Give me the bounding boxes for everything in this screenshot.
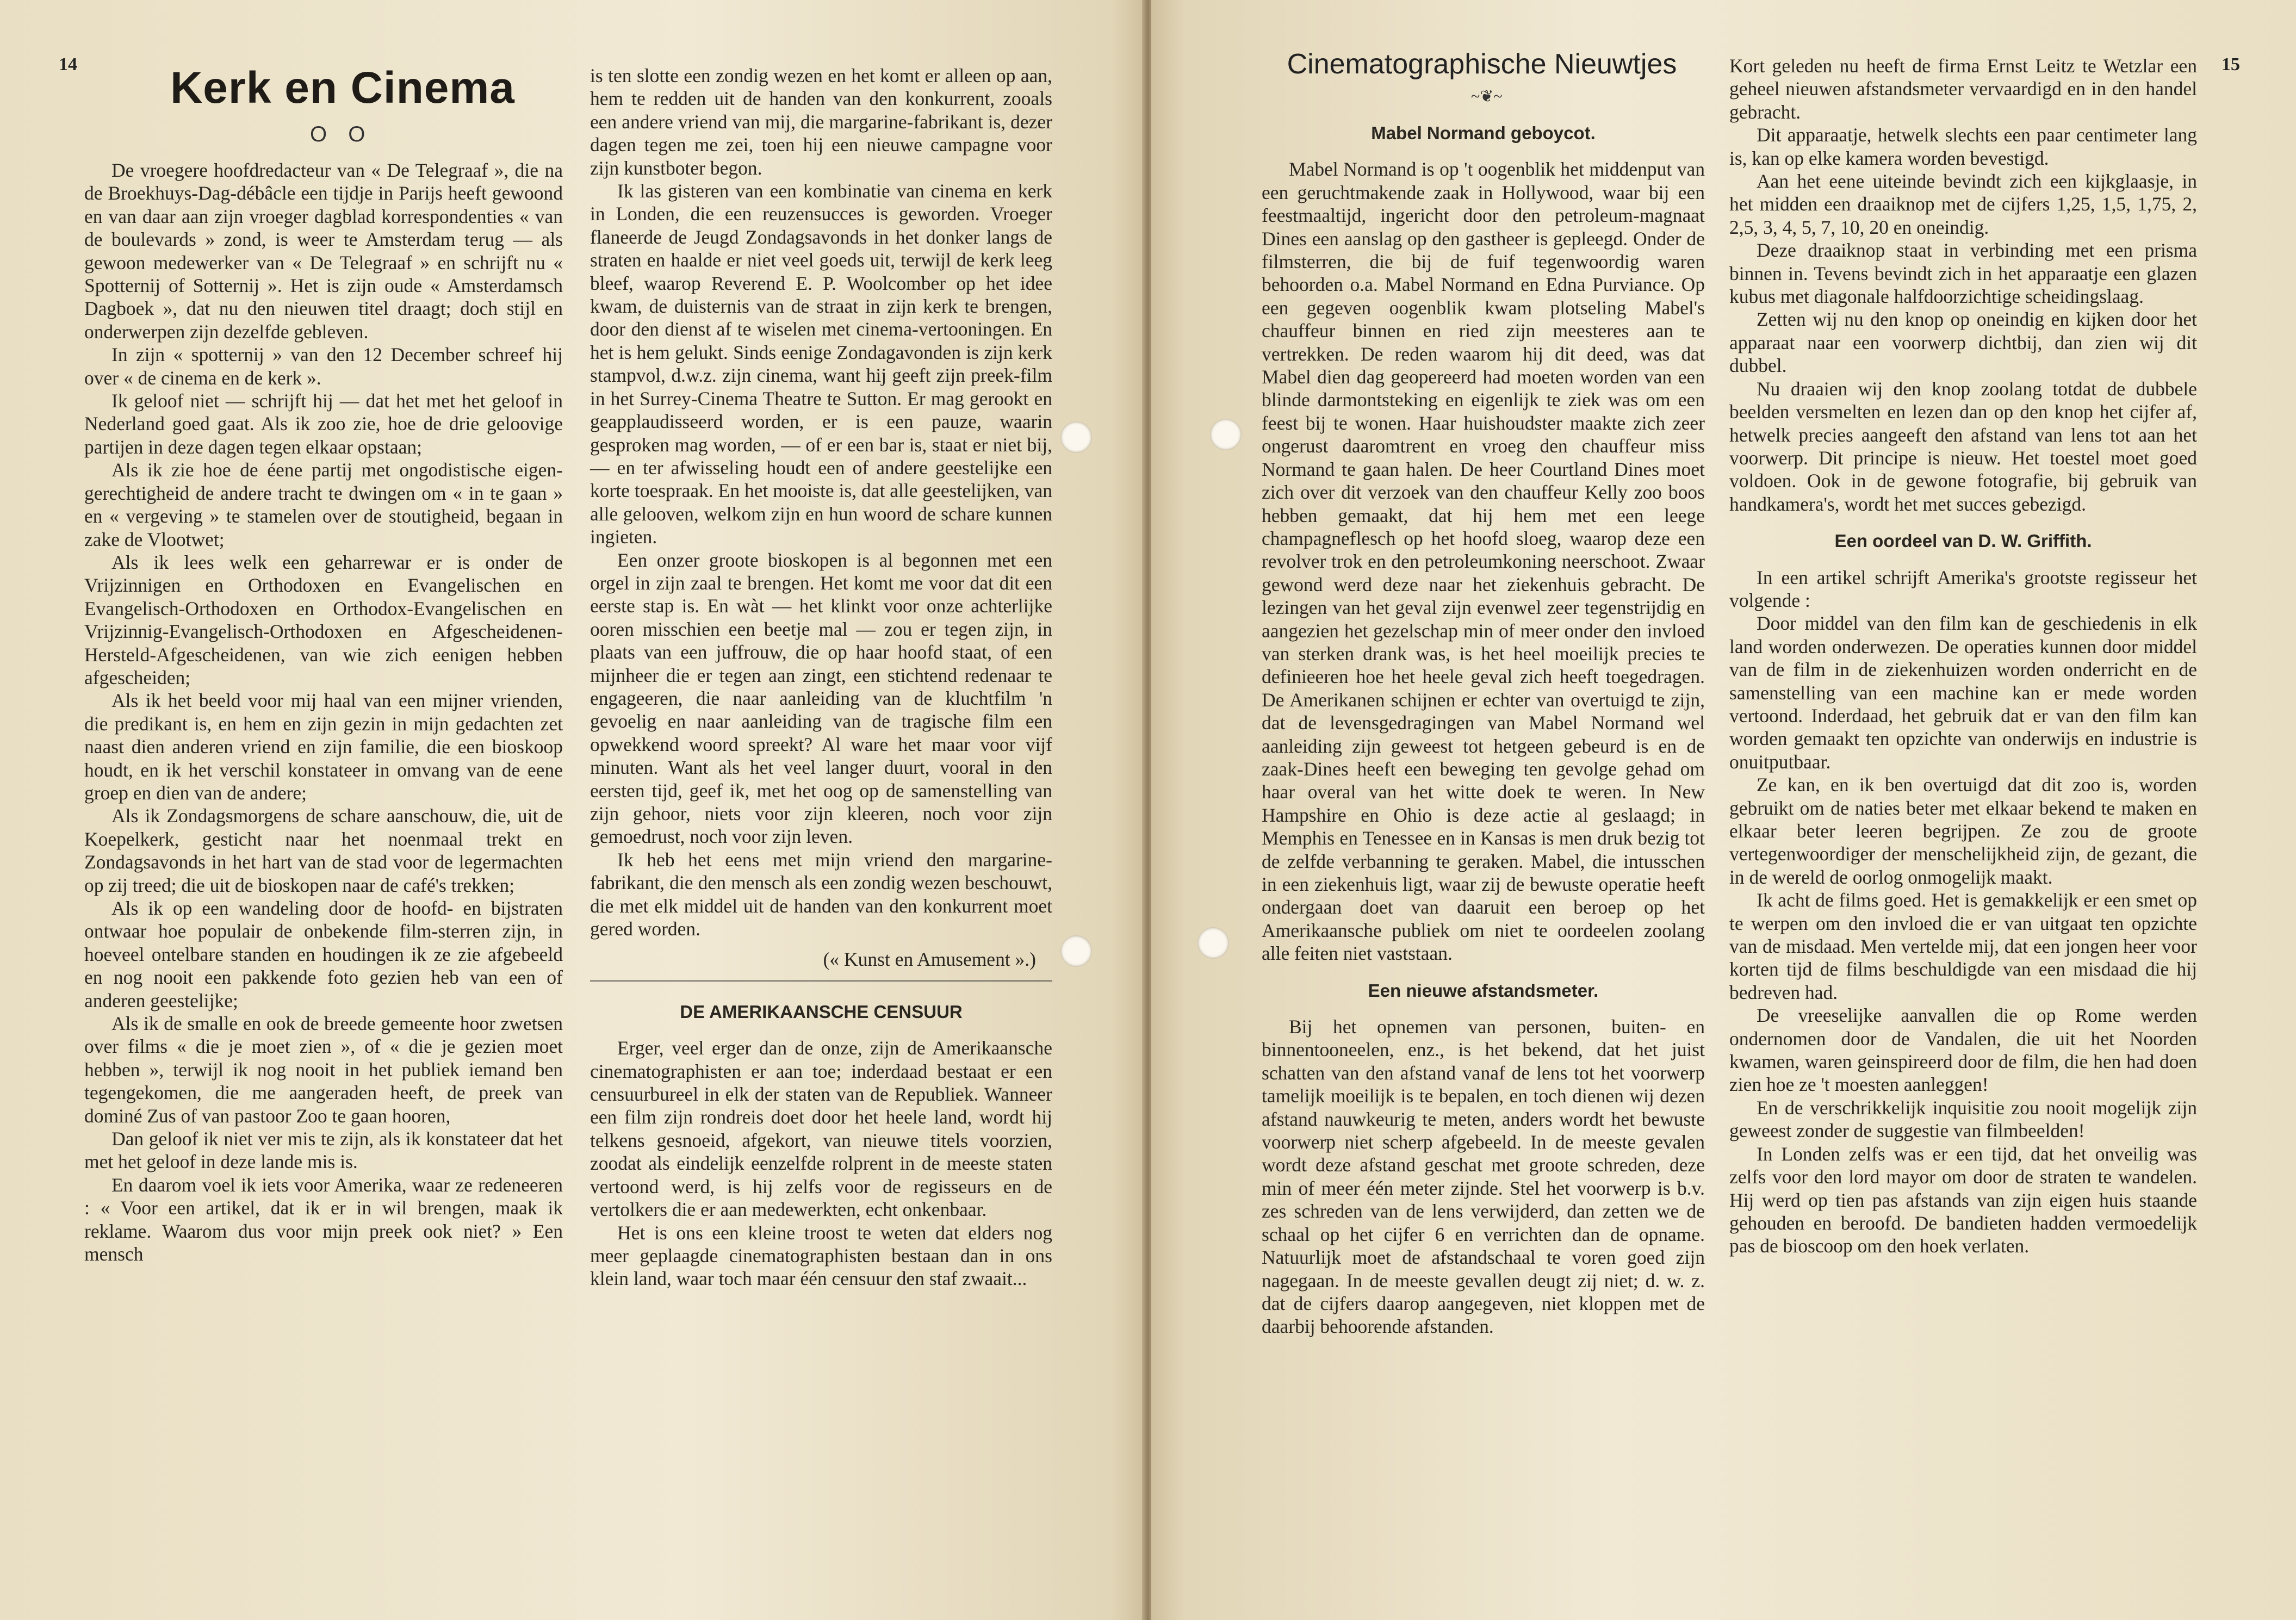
paragraph: Nu draaien wij den knop zoolang totdat de dubbele beelden versmelten en lezen dan op den knop het cijfer af, hetwelk precies aangeeft den afstand van lens tot aan het voorwerp. Dit principe is nieuw. Het toestel moet goed voldoen. Ook in de gewone fotografie, bij gebruik van handkamera's, wordt het met succes gebezigd. <box>1729 377 2197 515</box>
paragraph: En de verschrikkelijk inquisitie zou nooit mogelijk zijn geweest zonder de suggestie van filmbeelden! <box>1729 1096 2197 1142</box>
paragraph: Ik geloof niet — schrijft hij — dat het met het geloof in Nederland goed gaat. Als ik zoo zie, hoe de drie geloovige partijen in deze dagen tegen elkaar opstaan; <box>84 390 563 458</box>
paragraph: En daarom voel ik iets voor Amerika, waar ze redeneeren : « Voor een artikel, dat ik er in wil brengen, maak ik reklame. Waarom dus voor mijn preek ook niet? » Een mensch <box>84 1174 563 1265</box>
right-column-1 <box>1262 114 1705 1338</box>
page-number-left: 14 <box>59 54 77 75</box>
section-title: Cinematographische Nieuwtjes <box>1287 48 1677 80</box>
censuur-box <box>590 980 1052 1290</box>
article-title: Kerk en Cinema <box>170 63 515 113</box>
paragraph: In zijn « spotternij » van den 12 December schreef hij over « de cinema en de kerk ». <box>84 344 563 389</box>
paragraph: Als ik zie hoe de éene partij met ongodistische eigen-gerechtigheid de andere tracht te dwingen om « in te gaan » en « vergeving » te stamelen over de stoutigheid, begaan in zake de Vlootwet; <box>84 459 563 550</box>
paragraph: Ik heb het eens met mijn vriend den margarine-fabrikant, die den mensch als een zondig wezen beschouwt, die met elk middel uit de handen van den konkurrent moet gered worden. <box>590 848 1052 940</box>
paragraph: Ik acht de films goed. Het is gemakkelijk er een smet op te werpen om den invloed die er van uitgaat ten opzichte van de misdaad. Men vertelde mij, dat een jongen heer voor korten tijd de films beschuldigde van een misdaad die hij bedreven had. <box>1729 889 2197 1003</box>
section-heading: Een oordeel van D. W. Griffith. <box>1834 531 2092 551</box>
paragraph: Als ik lees welk een geharrewar er is onder de Vrijzinnigen en Orthodoxen en Evangelischen en Evangelisch-Orthodoxen en Orthodox-Evangelischen en Vrijzinnig-Evangelisch-Orthodoxen en Afgescheidenen-Hersteld-Afgescheidenen, van wie zich eenigen hebben afgescheiden; <box>84 551 563 688</box>
left-column-2 <box>590 64 1052 1290</box>
paragraph: Erger, veel erger dan de onze, zijn de Amerikaansche cinematographisten er aan toe; inderdaad bestaat er een censuurbureel in elk der staten van de Republiek. Wanneer een film zijn rondreis doet door het heele land, wordt hij telkens gesnoeid, afgekort, van nieuwe titels voorzien, zoodat als eindelijk eenzelfde rolprent in de meeste staten vertoond werd, is hij zelfs voor de regisseurs en de vertolkers die er aan medewerkten, echt onkenbaar. <box>590 1037 1052 1221</box>
paragraph: Ik las gisteren van een kombinatie van cinema en kerk in Londen, die een reuzensucces is geworden. Vroeger flaneerde de Jeugd Zondagsavonds in het donker langs de straten en haalde er niet veel goeds uit, terwijl de kerk leeg bleef, waarop Reverend E. P. Woolcomber op het idee kwam, de duisternis van de straat in zijn kerk te brengen, door den dienst af te wiselen met cinema-vertooningen. En het is hem gelukt. Sinds eenige Zondagavonden is zijn kerk stampvol, d.w.z. zijn cinema, want hij geeft zijn preek-film in het Surrey-Cinema Theatre te Sutton. Er mag gerookt en geapplaudisseerd worden, er is een pauze, waarin gesproken mag worden, — of er een bar is, staat er niet bij, — en ter afwisseling houdt een of andere geestelijke een korte toespraak. En het mooiste is, dat alle geestelijken, van alle gelooven, welkom zijn en hun woord de schare kunnen ingieten. <box>590 180 1052 548</box>
right-column-2 <box>1729 54 2197 1258</box>
paragraph: Als ik het beeld voor mij haal van een mijner vrienden, die predikant is, en hem en zijn gezin in mijn gedachten zet naast dien anderen vriend en zijn familie, die een bioskoop houdt, en ik het verschil konstateer in omvang van de eene groep en dien van de andere; <box>84 690 563 804</box>
left-page <box>0 0 1145 1620</box>
paragraph: Dit apparaatje, hetwelk slechts een paar centimeter lang is, kan op elke kamera worden bevestigd. <box>1729 124 2197 169</box>
paragraph: Aan het eene uiteinde bevindt zich een kijkglaasje, in het midden een draaiknop met de cijfers 1,25, 1,5, 1,75, 2, 2,5, 3, 4, 5, 7, 10, 20 en oneindig. <box>1729 170 2197 238</box>
paragraph: Deze draaiknop staat in verbinding met een prisma binnen in. Tevens bevindt zich in het apparaatje een glazen kubus met diagonale halfdoorzichtige scheidingslaag. <box>1729 239 2197 308</box>
paragraph: Dan geloof ik niet ver mis te zijn, als ik konstateer dat het met het geloof in deze lande mis is. <box>84 1128 563 1173</box>
page-number-right: 15 <box>2221 54 2240 75</box>
paragraph: Als ik Zondagsmorgens de schare aanschouw, die, uit de Koepelkerk, gesticht naar het noenmaal trekt en Zondagsavonds in het hart van de stad voor de legermachten op zij treed; die uit de bioskopen naar de café's trekken; <box>84 805 563 896</box>
title-ornament: ~❦~ <box>1471 88 1503 105</box>
punch-hole <box>1210 419 1242 450</box>
paragraph: In een artikel schrijft Amerika's grootste regisseur het volgende : <box>1729 566 2197 611</box>
section-heading: Mabel Normand geboycot. <box>1371 123 1596 143</box>
paragraph: Kort geleden nu heeft de firma Ernst Leitz te Wetzlar een geheel nieuwen afstandsmeter vervaardigd en in den handel gebracht. <box>1729 55 2197 123</box>
paragraph: De vroegere hoofdredacteur van « De Telegraaf », die na de Broekhuys-Dag-débâcle een tijdje in Parijs heeft gewoond en van daar aan zijn vroeger dagblad korrespondenties « van de boulevards » zond, is weer te Amsterdam terug — als gewoon medewerker van « De Telegraaf » en schrijft nu « Spotternij of Sotternij ». Het is zijn oude « Amsterdamsch Dagboek », dat nu den nieuwen titel draagt; doch stijl en onderwerpen zijn dezelfde gebleven. <box>84 159 563 343</box>
paragraph: Het is ons een kleine troost te weten dat elders nog meer geplaagde cinematographisten bestaan dan in ons klein land, waar toch maar één censuur den staf zwaait... <box>590 1221 1052 1290</box>
left-column-1 <box>84 159 563 1266</box>
section-heading: Een nieuwe afstandsmeter. <box>1368 980 1599 1001</box>
title-ornament: O O <box>310 122 373 146</box>
paragraph: Als ik de smalle en ook de breede gemeente hoor zwetsen over films « die je moet zien », of « die je gezien moet hebben », terwijl ik nog nooit in het publiek iemand ben tegengekomen, die me aangeraden heeft, de preek van dominé Zus of van pastoor Zoo te gaan hooren, <box>84 1013 563 1127</box>
punch-hole <box>1060 935 1092 967</box>
section-heading: DE AMERIKAANSCHE CENSUUR <box>680 1001 963 1022</box>
paragraph: De vreeselijke aanvallen die op Rome werden ondernomen door de Vandalen, die uit het Noorden kwamen, waren geinspireerd door de film, die hen had doen zien hoe ze 't moesten aanleggen! <box>1729 1004 2197 1096</box>
paragraph: Door middel van den film kan de geschiedenis in elk land worden onderwezen. De operaties kunnen door middel van de film in de ziekenhuizen worden onderricht en de samenstelling van een machine kan er mede worden vertoond. Inderdaad, het gebruik dat er van den film kan worden gemaakt ten opzichte van onderwijs en industrie is onuitputbaar. <box>1729 612 2197 773</box>
paragraph: Als ik op een wandeling door de hoofd- en bijstraten ontwaar hoe populair de onbekende film-sterren zijn, in hoeveel ontelbare standen en houdingen ik ze zie afgebeeld en nog nooit een pakkende foto gezien heb van een of anderen geestelijke; <box>84 897 563 1011</box>
paragraph: is ten slotte een zondig wezen en het komt er alleen op aan, hem te redden uit de handen van den konkurrent, zooals een andere vriend van mij, die margarine-fabrikant is, dezer dagen tegen me zei, toen hij een nieuwe campagne voor zijn kunstboter begon. <box>590 65 1052 179</box>
punch-hole <box>1197 927 1229 959</box>
paragraph: Bij het opnemen van personen, buiten- en binnentooneelen, enz., is het bekend, dat het juist schatten van den afstand vanaf de lens tot het voorwerp tamelijk moeilijk is te bepalen, en toch dienen wij dezen afstand nauwkeurig te meten, anders wordt het bewuste voorwerp niet scherp afgebeeld. In de meeste gevalen wordt deze afstand geschat met groote schreden, deze min of meer één meter zijnde. Stel het voorwerp is b.v. zes schreden van de lens verwijderd, dan zetten we de schaal op het cijfer 6 en verrichten dan de opname. Natuurlijk moet de afstandschaal te voren goed zijn nagegaan. In de meeste gevallen deugt zij niet; d. w. z. dat de cijfers daarop aangegeven, niet kloppen met de daarbij behoorende afstanden. <box>1262 1016 1705 1338</box>
paragraph: In Londen zelfs was er een tijd, dat het onveilig was zelfs voor den lord mayor om door de straten te wandelen. Hij werd op tien pas afstands van zijn eigen huis staande gehouden en beroofd. De bandieten hadden vermoedelijk pas de bioscoop om den hoek verlaten. <box>1729 1143 2197 1257</box>
punch-hole <box>1060 421 1092 453</box>
paragraph: Mabel Normand is op 't oogenblik het middenput van een geruchtmakende zaak in Hollywood, waar bij een feestmaaltijd, ingericht door den petroleum-magnaat Dines een aanslag op den gastheer is gepleegd. Onder de filmsterren, die bij de fuif tegenwoordig waren behoorden o.a. Mabel Normand en Edna Purviance. Op een gegeven oogenblik kwam plotseling Mabel's chauffeur binnen en ried zijn meesteres aan te vertrekken. De reden waarom hij dit deed, was dat Mabel dien dag geopereerd had moeten worden van een blinde darmontsteking en eigenlijk te ziek was om een feest bij te wonen. Haar huishoudster maakte zich zeer ongerust daaromtrent en vroeg den chauffeur miss Normand te gaan halen. De heer Courtland Dines moet zich over dit verzoek van den chauffeur Kelly zoo boos hebben gemaakt, dat hij hem met een leege champagneflesch op het hoofd sloeg, waarop deze een revolver trok en den petroleumkoning neerschoot. Zwaar gewond werd deze naar het ziekenhuis gebracht. De lezingen van het geval zijn evenwel zeer tegenstrijdig en aangezien het gezelschap min of meer onder den invloed van sterken drank was, is het heel moeilijk precies te definieeren hoe het heele geval zich heeft toegedragen. De Amerikanen schijnen er echter van overtuigd te zijn, dat de levensgedragingen van Mabel Normand wel aanleiding zijn geweest tot hetgeen gebeurd is en de zaak-Dines heeft een beweging ten gevolge gehad om haar overal van het witte doek te weren. In New Hampshire en Ohio is deze actie al geslaagd; in Memphis en Tenessee en in Kansas is men druk bezig tot de zelfde verbanning te geraken. Mabel, die intusschen in een ziekenhuis ligt, waar zij de bewuste operatie heeft ondergaan doet van daaruit een beroep op het Amerikaansche publiek om niet te oordeelen zoolang alle feiten niet vaststaan. <box>1262 158 1705 965</box>
paragraph: Een onzer groote bioskopen is al begonnen met een orgel in zijn zaal te brengen. Het komt me voor dat dit een eerste stap is. En wàt — het klinkt voor onze achterlijke ooren misschien een beetje mal — zou er tegen zijn, in plaats van een juffrouw, die op haar hoofd staat, of een mijnheer die er tegen aan zingt, een stichtend redenaar te engageeren, die naar aanleiding van de kluchtfilm 'n gevoelig en naar aanleiding van de tragische film een opwekkend woord spreekt? Al ware het maar voor vijf minuten. Want als het veel langer duurt, vooral in den eersten tijd, geef ik, met het oog op de samenstelling van zijn gehoor, niets voor zijn kleeren, noch voor zijn gemoedrust, noch voor zijn leven. <box>590 549 1052 848</box>
paragraph: Zetten wij nu den knop op oneindig en kijken door het apparaat naar een voorwerp dichtbij, dan zien wij dit dubbel. <box>1729 308 2197 377</box>
source-credit: (« Kunst en Amusement ».) <box>823 948 1036 971</box>
paragraph: Ze kan, en ik ben overtuigd dat dit zoo is, worden gebruikt om de naties beter met elkaar bekend te maken en elkaar beter leeren begrijpen. Ze zou de groote vertegenwoordiger der menschelijkheid zijn, de gezant, die in de wereld de oorlog onmogelijk maakt. <box>1729 774 2197 888</box>
